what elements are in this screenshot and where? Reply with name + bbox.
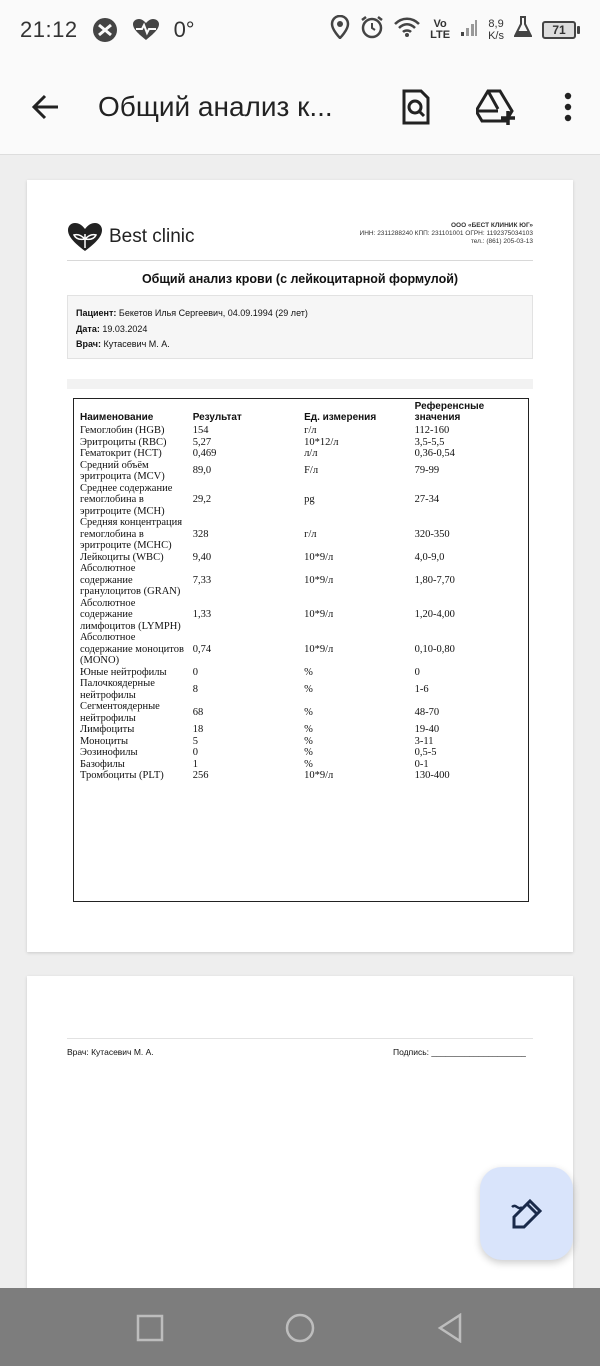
cell-reference: 1,80-7,70 [414, 574, 455, 586]
header-result: Результат [192, 412, 242, 423]
cell-reference: 0,36-0,54 [414, 448, 455, 459]
company-name: ООО «БЕСТ КЛИНИК ЮГ» [451, 222, 533, 229]
header-reference: Референсные значения [414, 401, 485, 423]
cell-reference: 4,0-9,0 [414, 551, 445, 563]
cell-unit: 10*12/л [304, 436, 339, 448]
footer-divider [67, 1038, 533, 1039]
header-name: Наименование [80, 412, 154, 423]
document-search-icon [401, 89, 431, 125]
cell-result: 5,27 [192, 436, 212, 448]
cell-reference: 27-34 [414, 494, 440, 505]
cell-name: Гемоглобин (HGB) [80, 425, 165, 436]
table-header-row [78, 401, 524, 425]
alarm-icon [360, 15, 384, 45]
table-row [78, 724, 524, 736]
arrow-left-icon [31, 92, 61, 122]
cell-name: Абсолютное содержание моноцитов (MONO) [80, 632, 184, 666]
cell-reference: 320-350 [414, 528, 450, 540]
cell-result: 89,0 [192, 465, 212, 477]
document-title: Общий анализ к... [98, 91, 333, 122]
cell-result: 8 [192, 683, 198, 695]
clinic-logo [67, 222, 195, 252]
cell-unit: % [304, 683, 313, 695]
cell-unit: pg [304, 494, 315, 505]
status-right-group [330, 15, 580, 45]
battery-icon [542, 21, 580, 39]
cell-result: 7,33 [192, 574, 212, 586]
header-unit: Ед. измерения [304, 412, 377, 423]
analysis-title: Общий анализ крови (с лейкоцитарной формулой) [141, 272, 459, 286]
cell-name: Тромбоциты (PLT) [80, 770, 164, 781]
cell-reference: 0,10-0,80 [414, 643, 455, 655]
edit-fab-button[interactable] [480, 1167, 573, 1260]
header-divider [67, 260, 533, 261]
cell-unit: % [304, 747, 313, 758]
cell-reference: 3,5-5,5 [414, 436, 445, 448]
more-vert-icon [563, 92, 573, 122]
cell-unit: г/л [304, 528, 317, 540]
cell-reference: 3-11 [414, 735, 434, 747]
table-row [78, 517, 524, 552]
document-header [67, 222, 533, 262]
table-row [78, 437, 524, 449]
nav-home-button[interactable] [280, 1308, 320, 1348]
status-bar [0, 0, 600, 60]
cell-name: Гематокрит (HCT) [80, 448, 162, 459]
cell-result: 154 [192, 425, 209, 436]
cell-name: Моноциты [80, 735, 129, 747]
cell-unit: % [304, 735, 313, 747]
status-time: 21:12 [20, 17, 78, 42]
cell-name: Средний объём эритроцита (MCV) [80, 459, 165, 482]
nav-back-button[interactable] [430, 1308, 470, 1348]
cell-result: 5 [192, 735, 198, 747]
cell-unit: л/л [304, 448, 318, 459]
cell-reference: 79-99 [414, 465, 440, 477]
table-row [78, 483, 524, 518]
app-notification-icon [92, 17, 118, 43]
search-in-document-button[interactable] [388, 79, 444, 135]
cell-reference: 130-400 [414, 770, 450, 781]
cell-name: Лимфоциты [80, 724, 135, 735]
circle-icon [284, 1312, 316, 1344]
back-button[interactable] [16, 77, 76, 137]
table-row [78, 736, 524, 748]
clinic-name: Best clinic [109, 226, 195, 247]
cell-unit: % [304, 724, 313, 735]
cell-reference: 48-70 [414, 706, 440, 718]
cell-unit: г/л [304, 425, 317, 436]
cell-result: 256 [192, 770, 209, 781]
cell-name: Юные нейтрофилы [80, 666, 167, 678]
table-row [78, 701, 524, 724]
table-row [78, 632, 524, 667]
navigation-bar [0, 1288, 600, 1366]
section-strip [67, 379, 533, 389]
results-table-box [73, 398, 529, 902]
cell-result: 328 [192, 528, 209, 540]
doctor-label: Врач: [76, 339, 102, 349]
patient-info-box [67, 295, 533, 359]
network-top: Vo [433, 18, 447, 30]
company-phone: тел.: (861) 205-03-13 [470, 238, 533, 245]
table-row [78, 770, 524, 782]
date-line [76, 322, 524, 338]
patient-label: Пациент: [76, 308, 117, 318]
app-bar [0, 60, 600, 155]
network-speed [488, 18, 504, 42]
cell-result: 9,40 [192, 551, 212, 563]
speed-value: 8,9 [488, 18, 504, 30]
cell-unit: % [304, 666, 313, 678]
cell-result: 1,33 [192, 609, 212, 620]
cell-reference: 0 [414, 666, 420, 678]
cell-reference: 112-160 [414, 425, 450, 436]
table-row [78, 747, 524, 759]
company-ids: ИНН: 2311288240 КПП: 231101001 ОГРН: 1192375034103 [359, 230, 533, 237]
clinic-logo-icon [67, 222, 103, 252]
status-temperature: 0° [173, 17, 195, 42]
cell-unit: % [304, 706, 313, 718]
date-label: Дата: [76, 323, 100, 334]
location-icon [330, 15, 350, 45]
table-row [78, 460, 524, 483]
table-row [78, 552, 524, 564]
date-value: 19.03.2024 [102, 323, 148, 334]
cell-unit: 10*9/л [304, 551, 334, 563]
cell-unit: 10*9/л [304, 770, 334, 781]
cell-result: 29,2 [192, 494, 212, 505]
cell-result: 68 [192, 706, 204, 718]
wifi-icon [394, 17, 420, 43]
signal-icon [460, 17, 478, 43]
table-body [78, 425, 524, 782]
cell-name: Средняя концентрация гемоглобина в эритроците (MCHC) [80, 517, 183, 551]
cell-unit: 10*9/л [304, 574, 334, 586]
cell-result: 1 [192, 758, 198, 770]
cell-result: 0 [192, 747, 198, 758]
cell-unit: % [304, 758, 313, 770]
company-info [360, 222, 533, 246]
cell-unit: 10*9/л [304, 609, 334, 620]
flask-icon [514, 16, 532, 44]
cell-result: 18 [192, 724, 204, 735]
add-to-drive-button[interactable] [468, 79, 524, 135]
table-row [78, 598, 524, 633]
patient-line [76, 306, 524, 322]
table-row [78, 563, 524, 598]
patient-value: Бекетов Илья Сергеевич, 04.09.1994 (29 лет) [118, 308, 308, 318]
doctor-value: Кутасевич М. А. [103, 339, 170, 349]
battery-level: 71 [542, 21, 576, 39]
footer-signature: Подпись: ____________________ [393, 1047, 526, 1057]
heart-pulse-icon [132, 18, 160, 42]
table-row [78, 759, 524, 771]
drive-add-icon [476, 89, 516, 125]
network-bottom: LTE [430, 29, 451, 41]
cell-name: Базофилы [80, 758, 125, 770]
table-row [78, 425, 524, 437]
cell-reference: 1-6 [414, 683, 429, 695]
table-row [78, 667, 524, 679]
results-table [78, 401, 524, 782]
edit-pen-icon [510, 1197, 544, 1231]
cell-name: Лейкоциты (WBC) [80, 551, 164, 563]
cell-unit: 10*9/л [304, 643, 334, 655]
square-icon [136, 1314, 164, 1342]
network-type [430, 19, 450, 41]
cell-name: Эритроциты (RBC) [80, 436, 167, 448]
footer-doctor: Врач: Кутасевич М. А. [67, 1047, 154, 1057]
cell-result: 0,74 [192, 643, 212, 655]
triangle-icon [436, 1313, 464, 1343]
doctor-line [76, 337, 524, 353]
cell-name: Среднее содержание гемоглобина в эритроците (MCH) [80, 482, 173, 517]
cell-result: 0 [192, 666, 198, 678]
more-options-button[interactable] [540, 79, 596, 135]
table-row [78, 448, 524, 460]
speed-unit: K/s [488, 30, 504, 42]
cell-reference: 0,5-5 [414, 747, 437, 758]
cell-name: Абсолютное содержание гранулоцитов (GRAN) [80, 563, 181, 597]
cell-name: Абсолютное содержание лимфоцитов (LYMPH) [80, 597, 181, 632]
cell-reference: 0-1 [414, 758, 429, 770]
cell-name: Палочкоядерные нейтрофилы [80, 678, 155, 701]
cell-name: Сегментоядерные нейтрофилы [80, 701, 160, 724]
cell-unit: F/л [304, 465, 319, 477]
table-row [78, 678, 524, 701]
document-page-1 [27, 180, 573, 952]
cell-reference: 1,20-4,00 [414, 609, 455, 620]
cell-result: 0,469 [192, 448, 217, 459]
cell-reference: 19-40 [414, 724, 440, 735]
cell-name: Эозинофилы [80, 747, 138, 758]
nav-recents-button[interactable] [130, 1308, 170, 1348]
